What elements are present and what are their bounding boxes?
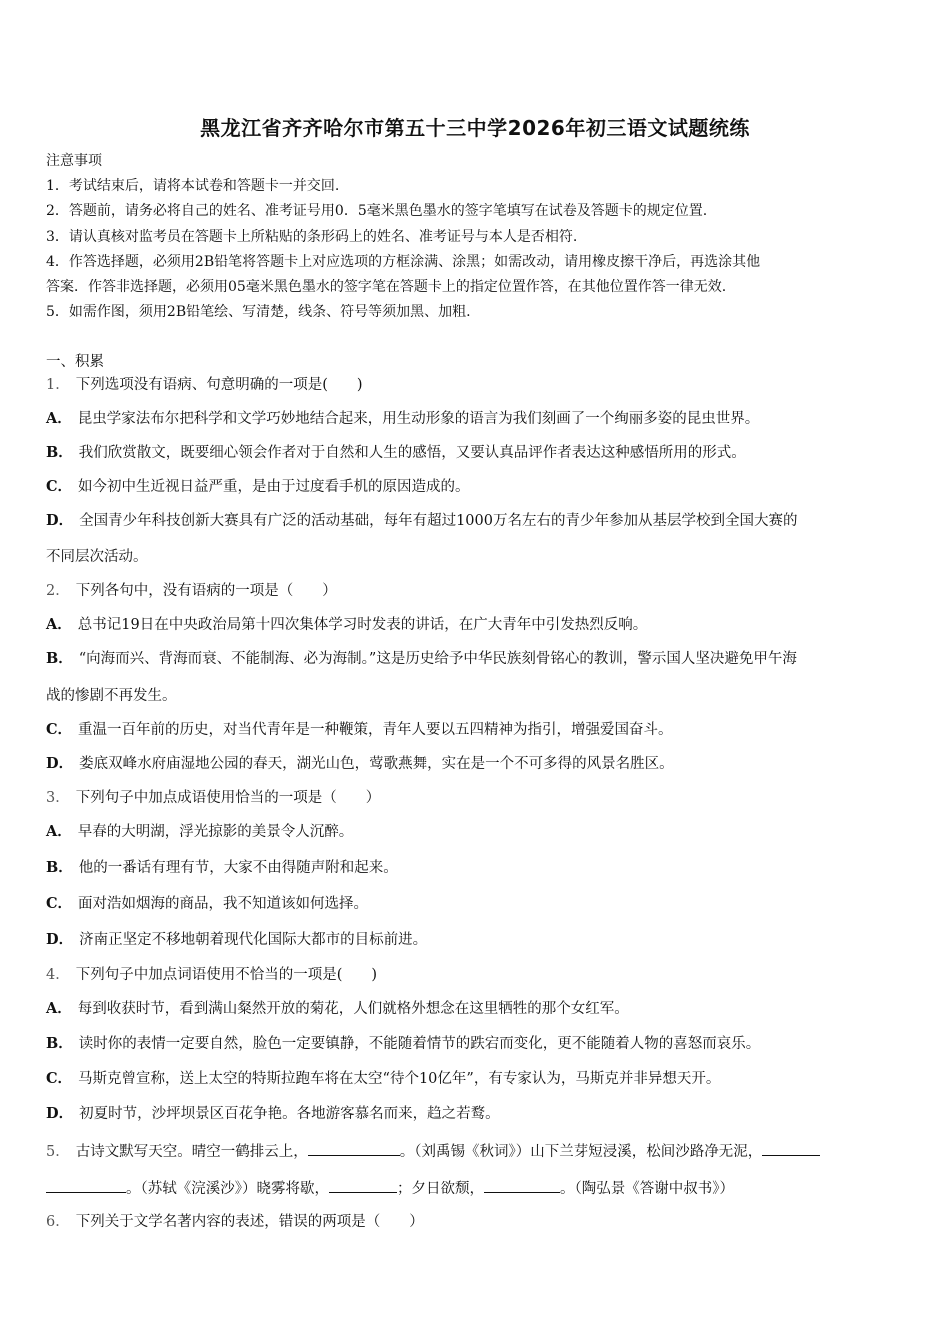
question-1-stem: 1． 下列选项没有语病、句意明确的一项是( ) <box>46 377 363 393</box>
question-5-line-1: 5． 古诗文默写天空。晴空一鹤排云上， 。（刘禹锡《秋词》）山下兰芽短浸溪，松间沙路净无泥， <box>46 1143 820 1161</box>
question-2-stem: 2． 下列各句中，没有语病的一项是（ ） <box>46 583 337 599</box>
notice-item-3: 3．请认真核对监考员在答题卡上所粘贴的条形码上的姓名、准考证号与本人是否相符. <box>46 229 578 245</box>
q2-option-a: A． 总书记19日在中央政治局第十四次集体学习时发表的讲话，在广大青年中引发热烈反响。 <box>46 616 648 633</box>
question-4-stem: 4． 下列句子中加点词语使用不恰当的一项是( ) <box>46 967 378 983</box>
question-number: 1． <box>46 377 70 393</box>
notice-item-5: 5．如需作图，须用2B铅笔绘、写清楚，线条、符号等须加黑、加粗. <box>46 304 471 320</box>
answer-blank[interactable] <box>46 1180 126 1193</box>
q4-option-b: B． 读时你的表情一定要自然，脸色一定要镇静，不能随着情节的跌宕而变化，更不能随着人物的喜怒而哀乐。 <box>46 1035 761 1052</box>
q3-option-b: B． 他的一番话有理有节，大家不由得随声附和起来。 <box>46 859 398 876</box>
exam-title: 黑龙江省齐齐哈尔市第五十三中学2026年初三语文试题统练 <box>200 116 750 140</box>
q2-option-b-cont: 战的惨剧不再发生。 <box>46 688 177 704</box>
answer-blank[interactable] <box>484 1180 560 1193</box>
notice-item-4: 4．作答选择题，必须用2B铅笔将答题卡上对应选项的方框涂满、涂黑；如需改动，请用橡皮擦干净后，再选涂其他 <box>46 254 761 270</box>
q4-option-d: D． 初夏时节，沙坪坝景区百花争艳。各地游客慕名而来，趋之若鹜。 <box>46 1105 500 1122</box>
answer-blank[interactable] <box>329 1180 397 1193</box>
q2-option-d: D． 娄底双峰水府庙湿地公园的春天，湖光山色，莺歌燕舞，实在是一个不可多得的风景名胜区。 <box>46 755 674 772</box>
q2-option-b: B． “向海而兴、背海而衰、不能制海、必为海制。”这是历史给予中华民族刻骨铭心的教训，警示国人坚决避免甲午海 <box>46 650 797 667</box>
question-6-stem: 6． 下列关于文学名著内容的表述，错误的两项是（ ） <box>46 1214 424 1230</box>
q1-option-d: D． 全国青少年科技创新大赛具有广泛的活动基础，每年有超过1000万名左右的青少年参加从基层学校到全国大赛的 <box>46 512 798 529</box>
q2-option-c: C． 重温一百年前的历史，对当代青年是一种鞭策，青年人要以五四精神为指引，增强爱国奋斗。 <box>46 721 673 738</box>
q4-option-a: A． 每到收获时节，看到满山粲然开放的菊花，人们就格外想念在这里牺牲的那个女红军。 <box>46 1000 629 1017</box>
notice-item-4-cont: 答案．作答非选择题，必须用05毫米黑色墨水的签字笔在答题卡上的指定位置作答，在其他位置作答一律无效. <box>46 279 727 295</box>
notice-item-1: 1．考试结束后，请将本试卷和答题卡一并交回. <box>46 178 340 194</box>
q1-option-b: B． 我们欣赏散文，既要细心领会作者对于自然和人生的感悟，又要认真品评作者表达这种感悟所用的形式。 <box>46 444 746 461</box>
notice-heading: 注意事项 <box>46 153 102 169</box>
question-5-line-2: 。（苏轼《浣溪沙》）晓雾将歇， ；夕日欲颓， 。（陶弘景《答谢中叔书》） <box>46 1180 734 1198</box>
answer-blank[interactable] <box>762 1143 820 1156</box>
q1-option-c: C． 如今初中生近视日益严重，是由于过度看手机的原因造成的。 <box>46 478 470 495</box>
question-3-stem: 3． 下列句子中加点成语使用恰当的一项是（ ） <box>46 790 381 806</box>
q3-option-d: D． 济南正坚定不移地朝着现代化国际大都市的目标前进。 <box>46 931 428 948</box>
notice-item-2: 2．答题前，请务必将自己的姓名、准考证号用0．5毫米黑色墨水的签字笔填写在试卷及答题卡的规定位置. <box>46 203 708 219</box>
q4-option-c: C． 马斯克曾宣称，送上太空的特斯拉跑车将在太空“待个10亿年”，有专家认为，马斯克并非异想天开。 <box>46 1070 721 1087</box>
q1-option-a: A． 昆虫学家法布尔把科学和文学巧妙地结合起来，用生动形象的语言为我们刻画了一个绚丽多姿的昆虫世界。 <box>46 410 760 427</box>
q1-option-d-cont: 不同层次活动。 <box>46 549 148 565</box>
answer-blank[interactable] <box>308 1143 400 1156</box>
section-heading: 一、积累 <box>46 354 104 370</box>
q3-option-a: A． 早春的大明湖，浮光掠影的美景令人沉醉。 <box>46 823 354 840</box>
q3-option-c: C． 面对浩如烟海的商品，我不知道该如何选择。 <box>46 895 369 912</box>
